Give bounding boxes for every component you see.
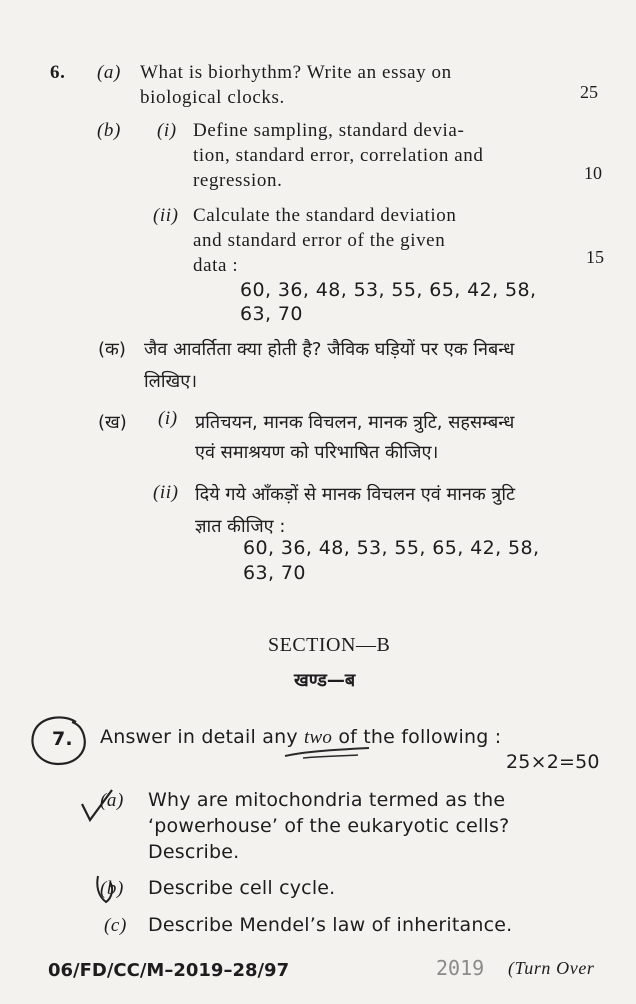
q6-ka-line2: लिखिए। [144,371,198,392]
q6-b-ii-line2: and standard error of the given [193,230,446,251]
q7-instruction-any: any [262,726,298,748]
footer-turn-over: (Turn Over [508,958,595,978]
q6-kha-ii-label: (ii) [153,482,179,503]
q6-a-line2: biological clocks. [140,87,285,108]
q7-instruction-pre: Answer in detail [100,726,263,748]
q7-marks: 25×2=50 [506,751,600,773]
q6-b-i-line1: Define sampling, standard devia- [193,120,465,141]
q7-a-line1: Why are mitochondria termed as the [148,789,506,811]
q6-kha-ii-data-line1: 60, 36, 48, 53, 55, 65, 42, 58, [243,537,540,559]
q6-kha-i-label: (i) [158,408,178,429]
q7-a-line3: Describe. [148,841,240,863]
q6-b-i-marks: 10 [584,163,602,183]
question-7-number: 7. [52,728,73,750]
q6-b-ii-data-line2: 63, 70 [240,303,303,325]
question-6-number: 6. [50,62,66,83]
q6-a-label: (a) [97,62,121,83]
q6-kha-i-line1: प्रतिचयन, मानक विचलन, मानक त्रुटि, सहसम्बन्ध [195,412,515,433]
q6-kha-label: (ख) [98,412,127,433]
handwritten-underline-icon [283,744,373,764]
q6-ka-label: (क) [98,339,126,360]
q7-c-label: (c) [104,915,127,936]
q7-instruction-two: two [304,727,333,748]
section-b-title: SECTION—B [268,634,391,656]
section-b-hindi-title: खण्ड—ब [294,670,356,691]
q6-b-label: (b) [97,120,121,141]
q6-kha-ii-data-line2: 63, 70 [243,562,306,584]
q6-ka-line1: जैव आवर्तिता क्या होती है? जैविक घड़ियों पर एक निबन्ध [144,339,515,360]
q7-c-text: Describe Mendel’s law of inheritance. [148,914,513,936]
q6-b-ii-line3: data : [193,255,239,276]
q7-b-text: Describe cell cycle. [148,877,336,899]
q6-b-ii-marks: 15 [586,247,604,267]
footer-turn-over-text: Turn Over [514,958,595,978]
q6-b-i-line3: regression. [193,170,283,191]
q6-kha-i-line2: एवं समाश्रयण को परिभाषित कीजिए। [195,442,439,463]
q6-kha-ii-line1: दिये गये आँकड़ों से मानक विचलन एवं मानक त्रुटि [195,484,516,505]
q6-a-marks: 25 [580,82,598,102]
q6-a-line1: What is biorhythm? Write an essay on [140,62,452,83]
q7-a-line2: ‘powerhouse’ of the eukaryotic cells? [148,815,510,837]
q7-instruction-post: of the following : [332,726,502,748]
q6-b-i-line2: tion, standard error, correlation and [193,145,484,166]
footer-date-stamp: 2019 [436,956,485,980]
q6-b-ii-data-line1: 60, 36, 48, 53, 55, 65, 42, 58, [240,279,537,301]
q7-b-label: (b) [100,878,124,899]
q6-b-ii-line1: Calculate the standard deviation [193,205,457,226]
footer-paper-code: 06/FD/CC/M–2019–28/97 [48,960,290,981]
q6-b-ii-label: (ii) [153,205,179,226]
q6-kha-ii-line2: ज्ञात कीजिए : [195,516,286,537]
q6-b-i-label: (i) [157,120,177,141]
q7-a-label: (a) [100,790,124,811]
